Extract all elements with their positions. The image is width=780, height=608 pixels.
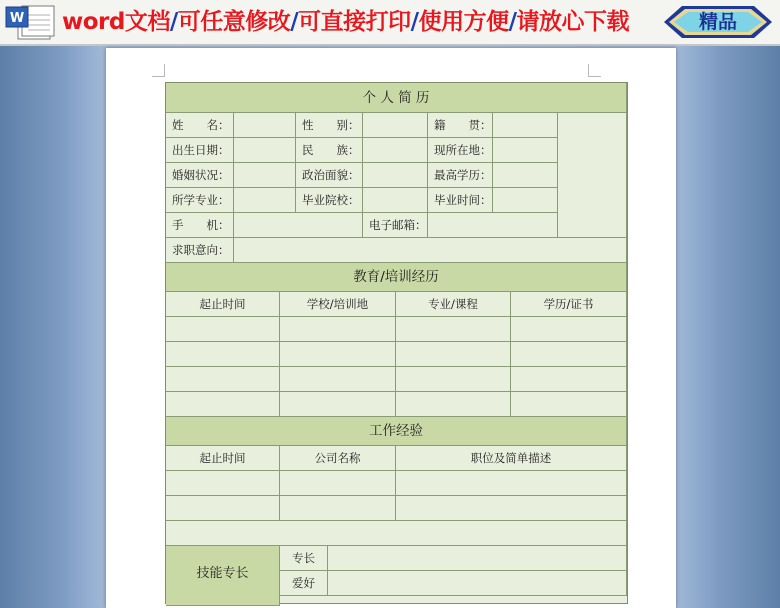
banner-seg-5: 请放心下载 (516, 9, 629, 35)
work-col-description: 职位及简单描述 (396, 446, 627, 471)
resume-table (165, 82, 628, 604)
field-name[interactable] (234, 113, 296, 138)
label-birth-date: 出生日期： (166, 138, 234, 163)
education-row-cell[interactable] (280, 392, 396, 417)
work-row-cell[interactable] (166, 496, 280, 521)
photo-box[interactable] (558, 113, 627, 238)
label-major: 所学专业： (166, 188, 234, 213)
label-residence: 现所在地： (428, 138, 493, 163)
education-row-cell[interactable] (511, 317, 627, 342)
education-row-cell[interactable] (511, 367, 627, 392)
banner-seg-4: 使用方便 (418, 9, 509, 35)
field-hobby[interactable] (328, 571, 627, 596)
work-row-cell[interactable] (396, 496, 627, 521)
label-political: 政治面貌： (296, 163, 363, 188)
field-birth-date[interactable] (234, 138, 296, 163)
label-grad-time: 毕业时间： (428, 188, 493, 213)
label-phone: 手 机： (166, 213, 234, 238)
field-specialty[interactable] (328, 546, 627, 571)
label-specialty: 专长 (280, 546, 328, 571)
education-row-cell[interactable] (511, 342, 627, 367)
education-row-cell[interactable] (280, 317, 396, 342)
banner-seg-2: 可任意修改 (177, 9, 291, 35)
crop-mark (152, 64, 165, 77)
field-intention[interactable] (234, 238, 627, 263)
work-row-cell[interactable] (280, 496, 396, 521)
banner-title: word文档/可任意修改/可直接打印/使用方便/请放心下载 (62, 9, 629, 35)
badge-label: 精品 (698, 11, 737, 33)
label-name: 姓 名： (166, 113, 234, 138)
banner-seg-3: 可直接打印 (298, 9, 411, 35)
resume-title: 个 人 简 历 (166, 83, 627, 113)
field-political[interactable] (363, 163, 428, 188)
education-header: 教育/培训经历 (166, 263, 627, 292)
education-row-cell[interactable] (396, 317, 511, 342)
edu-col-degree: 学历/证书 (511, 292, 627, 317)
label-school: 毕业院校： (296, 188, 363, 213)
work-header: 工作经验 (166, 417, 627, 446)
top-banner (0, 0, 780, 46)
education-row-cell[interactable] (511, 392, 627, 417)
crop-mark (588, 64, 601, 77)
banner-seg-1: word文档 (62, 9, 170, 35)
education-row-cell[interactable] (280, 342, 396, 367)
education-row-cell[interactable] (396, 367, 511, 392)
field-grad-time[interactable] (493, 188, 558, 213)
spacer-row (166, 521, 627, 546)
label-native-place: 籍 贯： (428, 113, 493, 138)
label-email: 电子邮箱： (363, 213, 428, 238)
field-marital[interactable] (234, 163, 296, 188)
education-row-cell[interactable] (166, 367, 280, 392)
education-row-cell[interactable] (280, 367, 396, 392)
field-school[interactable] (363, 188, 428, 213)
education-row-cell[interactable] (396, 342, 511, 367)
education-row-cell[interactable] (166, 317, 280, 342)
edu-col-school: 学校/培训地 (280, 292, 396, 317)
work-row-cell[interactable] (396, 471, 627, 496)
label-marital: 婚姻状况： (166, 163, 234, 188)
label-ethnicity: 民 族： (296, 138, 363, 163)
field-ethnicity[interactable] (363, 138, 428, 163)
word-doc-icon (4, 3, 62, 41)
label-intention: 求职意向： (166, 238, 234, 263)
work-row-cell[interactable] (280, 471, 396, 496)
field-email[interactable] (428, 213, 558, 238)
field-major[interactable] (234, 188, 296, 213)
field-gender[interactable] (363, 113, 428, 138)
work-col-company: 公司名称 (280, 446, 396, 471)
label-hobby: 爱好 (280, 571, 328, 596)
edu-col-major: 专业/课程 (396, 292, 511, 317)
edu-col-period: 起止时间 (166, 292, 280, 317)
label-education: 最高学历： (428, 163, 493, 188)
skills-header: 技能专长 (166, 546, 280, 606)
education-row-cell[interactable] (166, 342, 280, 367)
field-education[interactable] (493, 163, 558, 188)
field-residence[interactable] (493, 138, 558, 163)
education-row-cell[interactable] (396, 392, 511, 417)
field-native-place[interactable] (493, 113, 558, 138)
work-row-cell[interactable] (166, 471, 280, 496)
work-col-period: 起止时间 (166, 446, 280, 471)
education-row-cell[interactable] (166, 392, 280, 417)
label-gender: 性 别： (296, 113, 363, 138)
svg-text:W: W (9, 11, 25, 26)
field-phone[interactable] (234, 213, 363, 238)
premium-badge (660, 3, 776, 41)
